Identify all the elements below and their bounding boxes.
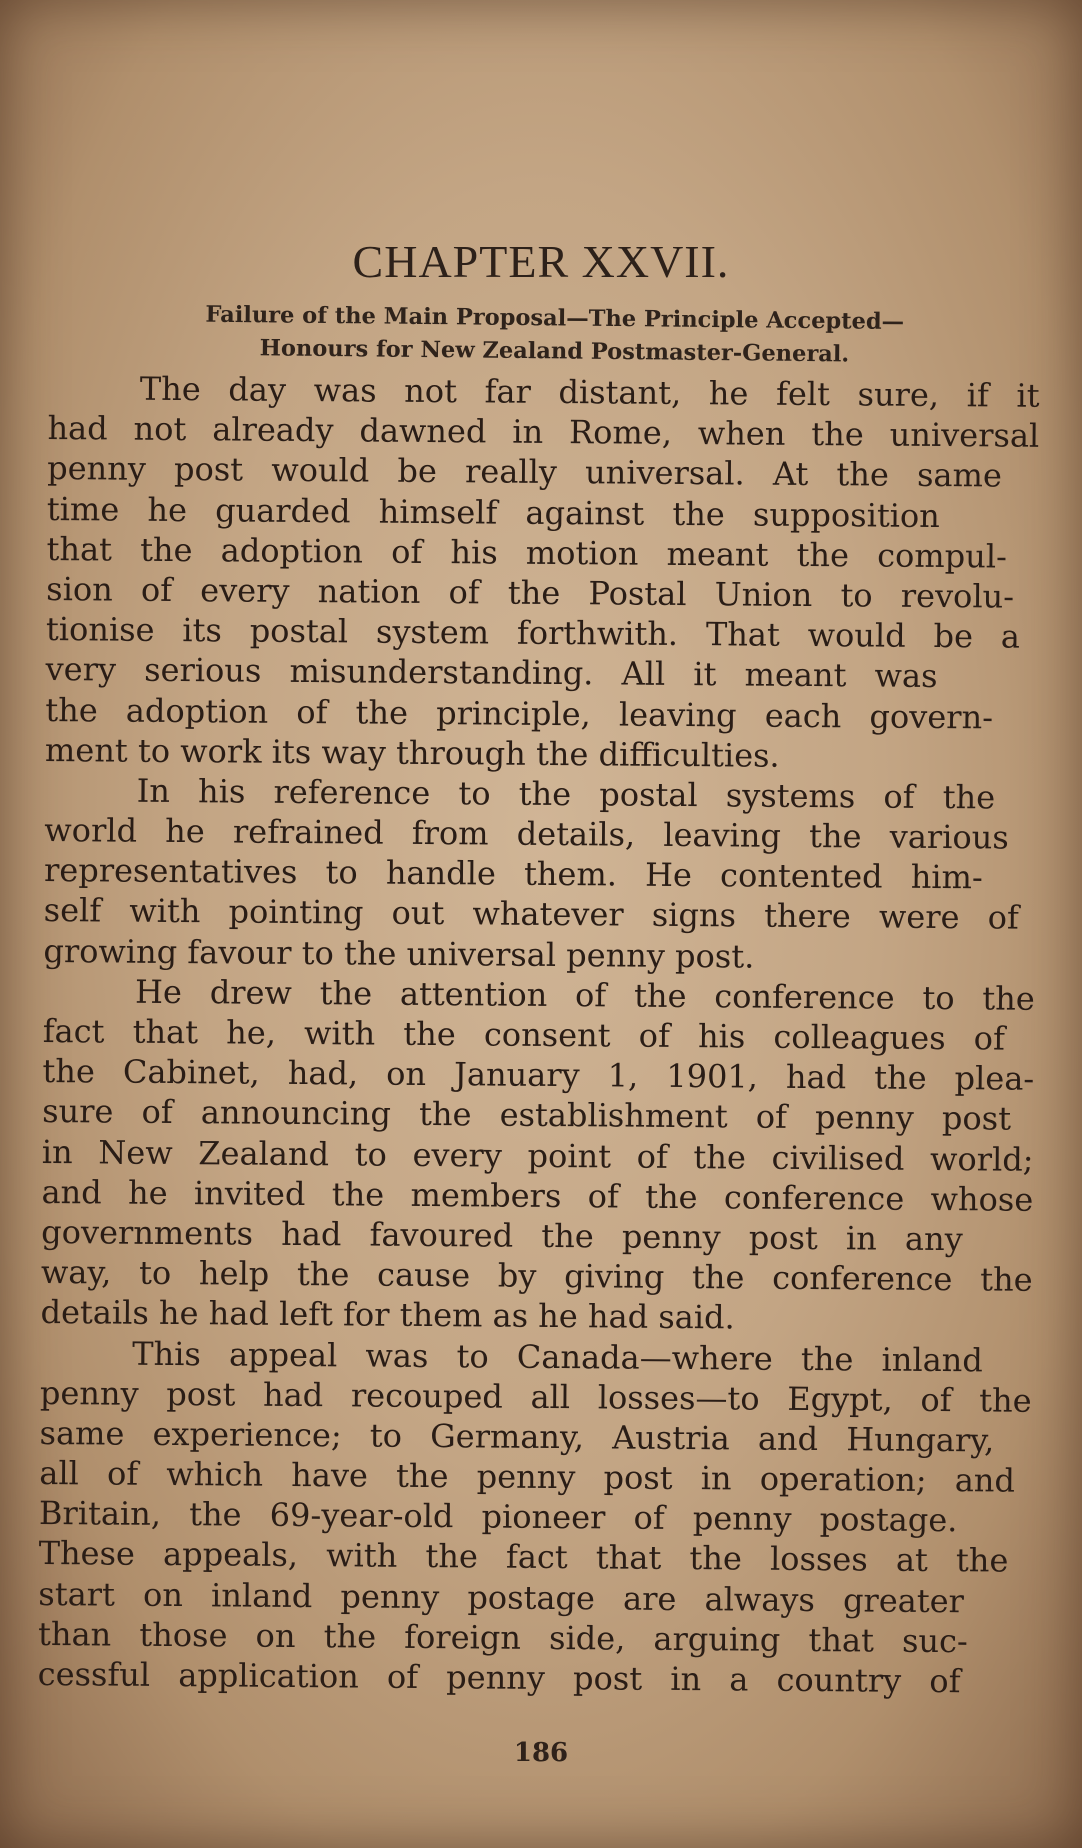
chapter-title: CHAPTER XXVII. (352, 236, 730, 287)
text-line: and he invited the members of the conference whose (41, 1172, 1034, 1219)
text-line: cessful application of penny post in a country of (37, 1654, 961, 1701)
text-line: penny post would be really universal. At the same (47, 449, 1002, 495)
text-line: growing favour to the universal penny post. (43, 931, 755, 976)
text-line: sure of announcing the establishment of penny post (42, 1092, 1012, 1138)
text-line: Britain, the 69-year-old pioneer of penny postage. (38, 1494, 958, 1540)
text-line: the Cabinet, had, on January 1, 1901, had the plea- (42, 1052, 1035, 1098)
text-line: all of which have the penny post in operation; and (39, 1454, 1016, 1500)
text-line: representatives to handle them. He contented him- (43, 851, 983, 897)
text-line: sion of every nation of the Postal Union to revolu- (46, 569, 1015, 616)
text-line: The day was not far distant, he felt sure, if it (139, 369, 1040, 415)
text-line: same experience; to Germany, Austria and Hungary, (39, 1413, 995, 1460)
text-line: in New Zealand to every point of the civilised world; (41, 1132, 1034, 1179)
text-line: governments had favoured the penny post in any (41, 1212, 963, 1259)
text-line: the adoption of the principle, leaving each govern- (45, 690, 994, 736)
page-number: 186 (513, 1738, 569, 1768)
text-line: This appeal was to Canada—where the inland (132, 1334, 983, 1379)
text-line: very serious misunderstanding. All it meant was (45, 650, 938, 696)
text-line: fact that he, with the consent of his colleagues of (42, 1011, 1006, 1058)
subtitle-line: Honours for New Zealand Postmaster-General. (259, 335, 850, 368)
text-line: ment to work its way through the difficulties. (44, 730, 780, 775)
text-line: than those on the foreign side, arguing that suc- (37, 1614, 968, 1661)
text-line: that the adoption of his motion meant the compul- (46, 529, 1008, 576)
text-line: way, to help the cause by giving the conference the (40, 1253, 1033, 1299)
text-line: tionise its postal system forthwith. That would be a (45, 610, 1021, 656)
text-line: penny post had recouped all losses—to Egypt, of the (39, 1373, 1032, 1420)
text-line: had not already dawned in Rome, when the universal (47, 409, 1040, 455)
text-line: These appeals, with the fact that the losses at the (38, 1534, 1009, 1581)
text-line: world he refrained from details, leaving the various (44, 811, 1009, 857)
text-line: self with pointing out whatever signs there were of (43, 891, 1019, 938)
body-text (38, 368, 1038, 1702)
text-line: In his reference to the postal systems of the (136, 771, 996, 817)
chapter-subtitle (139, 298, 970, 373)
text-line: time he guarded himself against the supposition (46, 489, 941, 535)
subtitle-line: Failure of the Main Proposal—The Principle Accepted— (205, 301, 905, 336)
text-line: start on inland penny postage are always greater (38, 1574, 965, 1620)
text-line: He drew the attention of the conference to the (134, 972, 1035, 1018)
text-line: details he had left for them as he had said. (40, 1293, 735, 1337)
